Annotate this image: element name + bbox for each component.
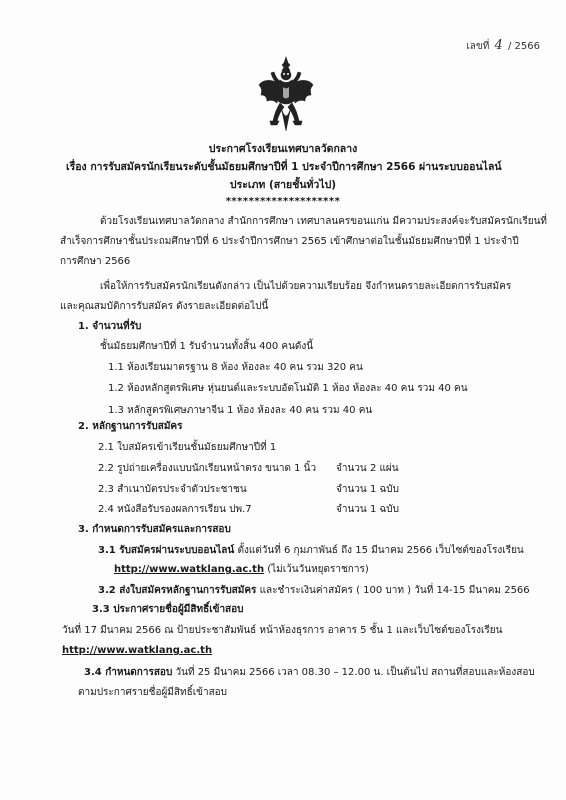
org-heading: ประกาศโรงเรียนเทศบาลวัดกลาง xyxy=(208,143,358,155)
item-3-1-text: ตั้งแต่วันที่ 6 กุมภาพันธ์ ถึง 15 มีนาคม 2566 เว็บไซต์ของโรงเรียน xyxy=(234,545,524,556)
school-website-link-2[interactable]: http://www.watklang.ac.th xyxy=(62,645,213,656)
section2-item-qty: จำนวน 1 ฉบับ xyxy=(336,504,399,515)
document-number xyxy=(466,38,540,54)
intro-line-1: ด้วยโรงเรียนเทศบาลวัดกลาง สำนักการศึกษา เทศบาลนครขอนแก่น มีความประสงค์จะรับสมัครนักเรียนที่ xyxy=(100,216,548,227)
item-3-3-head: 3.3 ประกาศรายชื่อผู้มีสิทธิ์เข้าสอบ xyxy=(92,604,244,615)
section1-item: 1.1 ห้องเรียนมาตรฐาน 8 ห้อง ห้องละ 40 คน รวม 320 คน xyxy=(108,362,363,373)
item-3-2-text: และชำระเงินค่าสมัคร ( 100 บาท ) วันที่ 14-15 มีนาคม 2566 xyxy=(256,585,530,596)
subject-line: เรื่อง การรับสมัครนักเรียนระดับชั้นมัธยมศึกษาปีที่ 1 ประจำปีการศึกษา 2566 ผ่านระบบออนไลน์ xyxy=(66,161,502,173)
section2-item-qty: จำนวน 2 แผ่น xyxy=(336,463,399,474)
section2-title: 2. หลักฐานการรับสมัคร xyxy=(78,421,183,432)
intro-line-2: สำเร็จการศึกษาชั้นประถมศึกษาปีที่ 6 ประจำปีการศึกษา 2565 เข้าศึกษาต่อในชั้นมัธยมศึกษาปีที่ 1 ประจำปี xyxy=(60,236,519,247)
intro-line-5: และคุณสมบัติการรับสมัคร ดังรายละเอียดต่อไปนี้ xyxy=(60,301,269,312)
section3-title: 3. กำหนดการรับสมัครและการสอบ xyxy=(78,524,231,535)
section1-title: 1. จำนวนที่รับ xyxy=(78,321,142,332)
doc-no-number: 4 xyxy=(494,38,503,53)
intro-line-4: เพื่อให้การรับสมัครนักเรียนดังกล่าว เป็นไปด้วยความเรียบร้อย จึงกำหนดรายละเอียดการรับสมัคร xyxy=(100,281,512,292)
doc-no-prefix: เลขที่ xyxy=(466,41,490,52)
item-3-2 xyxy=(98,584,530,597)
item-3-3-text: วันที่ 17 มีนาคม 2566 ณ ป้ายประชาสัมพันธ์ หน้าห้องธุรการ อาคาร 5 ชั้น 1 และเว็บไซต์ของโรงเรียน xyxy=(62,625,503,636)
section2-item: 2.3 สำเนาบัตรประจำตัวประชาชน xyxy=(98,484,247,495)
item-3-1-head: 3.1 รับสมัครผ่านระบบออนไลน์ xyxy=(98,545,235,556)
item-3-2-head: 3.2 ส่งใบสมัครหลักฐานการรับสมัคร xyxy=(98,585,257,596)
item-3-4-head: 3.4 กำหนดการสอบ xyxy=(84,667,173,678)
garuda-emblem-icon xyxy=(257,55,315,135)
item-3-4 xyxy=(84,666,535,679)
section2-item: 2.2 รูปถ่ายเครื่องแบบนักเรียนหน้าตรง ขนาด 1 นิ้ว xyxy=(98,463,317,474)
section1-item: 1.2 ห้องหลักสูตรพิเศษ หุ่นยนต์และระบบอัตโนมัติ 1 ห้อง ห้องละ 40 คน รวม 40 คน xyxy=(108,383,468,394)
section2-item: 2.1 ใบสมัครเข้าเรียนชั้นมัธยมศึกษาปีที่ 1 xyxy=(98,442,277,453)
category-line: ประเภท (สายชั้นทั่วไป) xyxy=(229,179,337,191)
item-3-4-text: วันที่ 25 มีนาคม 2566 เวลา 08.30 – 12.00 น. เป็นต้นไป สถานที่สอบและห้องสอบ xyxy=(172,667,535,678)
section1-summary: ชั้นมัธยมศึกษาปีที่ 1 รับจำนวนทั้งสิ้น 400 คนดังนี้ xyxy=(100,341,314,352)
doc-no-suffix: / 2566 xyxy=(508,41,540,52)
section2-item-qty: จำนวน 1 ฉบับ xyxy=(336,484,399,495)
stars-divider: ******************** xyxy=(225,196,341,207)
intro-line-3: การศึกษา 2566 xyxy=(60,256,131,267)
item-3-1 xyxy=(98,544,524,557)
item-3-4-line2: ตามประกาศรายชื่อผู้มีสิทธิ์เข้าสอบ xyxy=(78,687,228,698)
section1-item: 1.3 หลักสูตรพิเศษภาษาจีน 1 ห้อง ห้องละ 40 คน รวม 40 คน xyxy=(108,405,373,416)
item-3-1-line2 xyxy=(114,563,369,576)
section2-item: 2.4 หนังสือรับรองผลการเรียน ปพ.7 xyxy=(98,504,252,515)
item-3-1-note: (ไม่เว้นวันหยุดราชการ) xyxy=(264,564,369,575)
school-website-link[interactable]: http://www.watklang.ac.th xyxy=(114,564,265,575)
